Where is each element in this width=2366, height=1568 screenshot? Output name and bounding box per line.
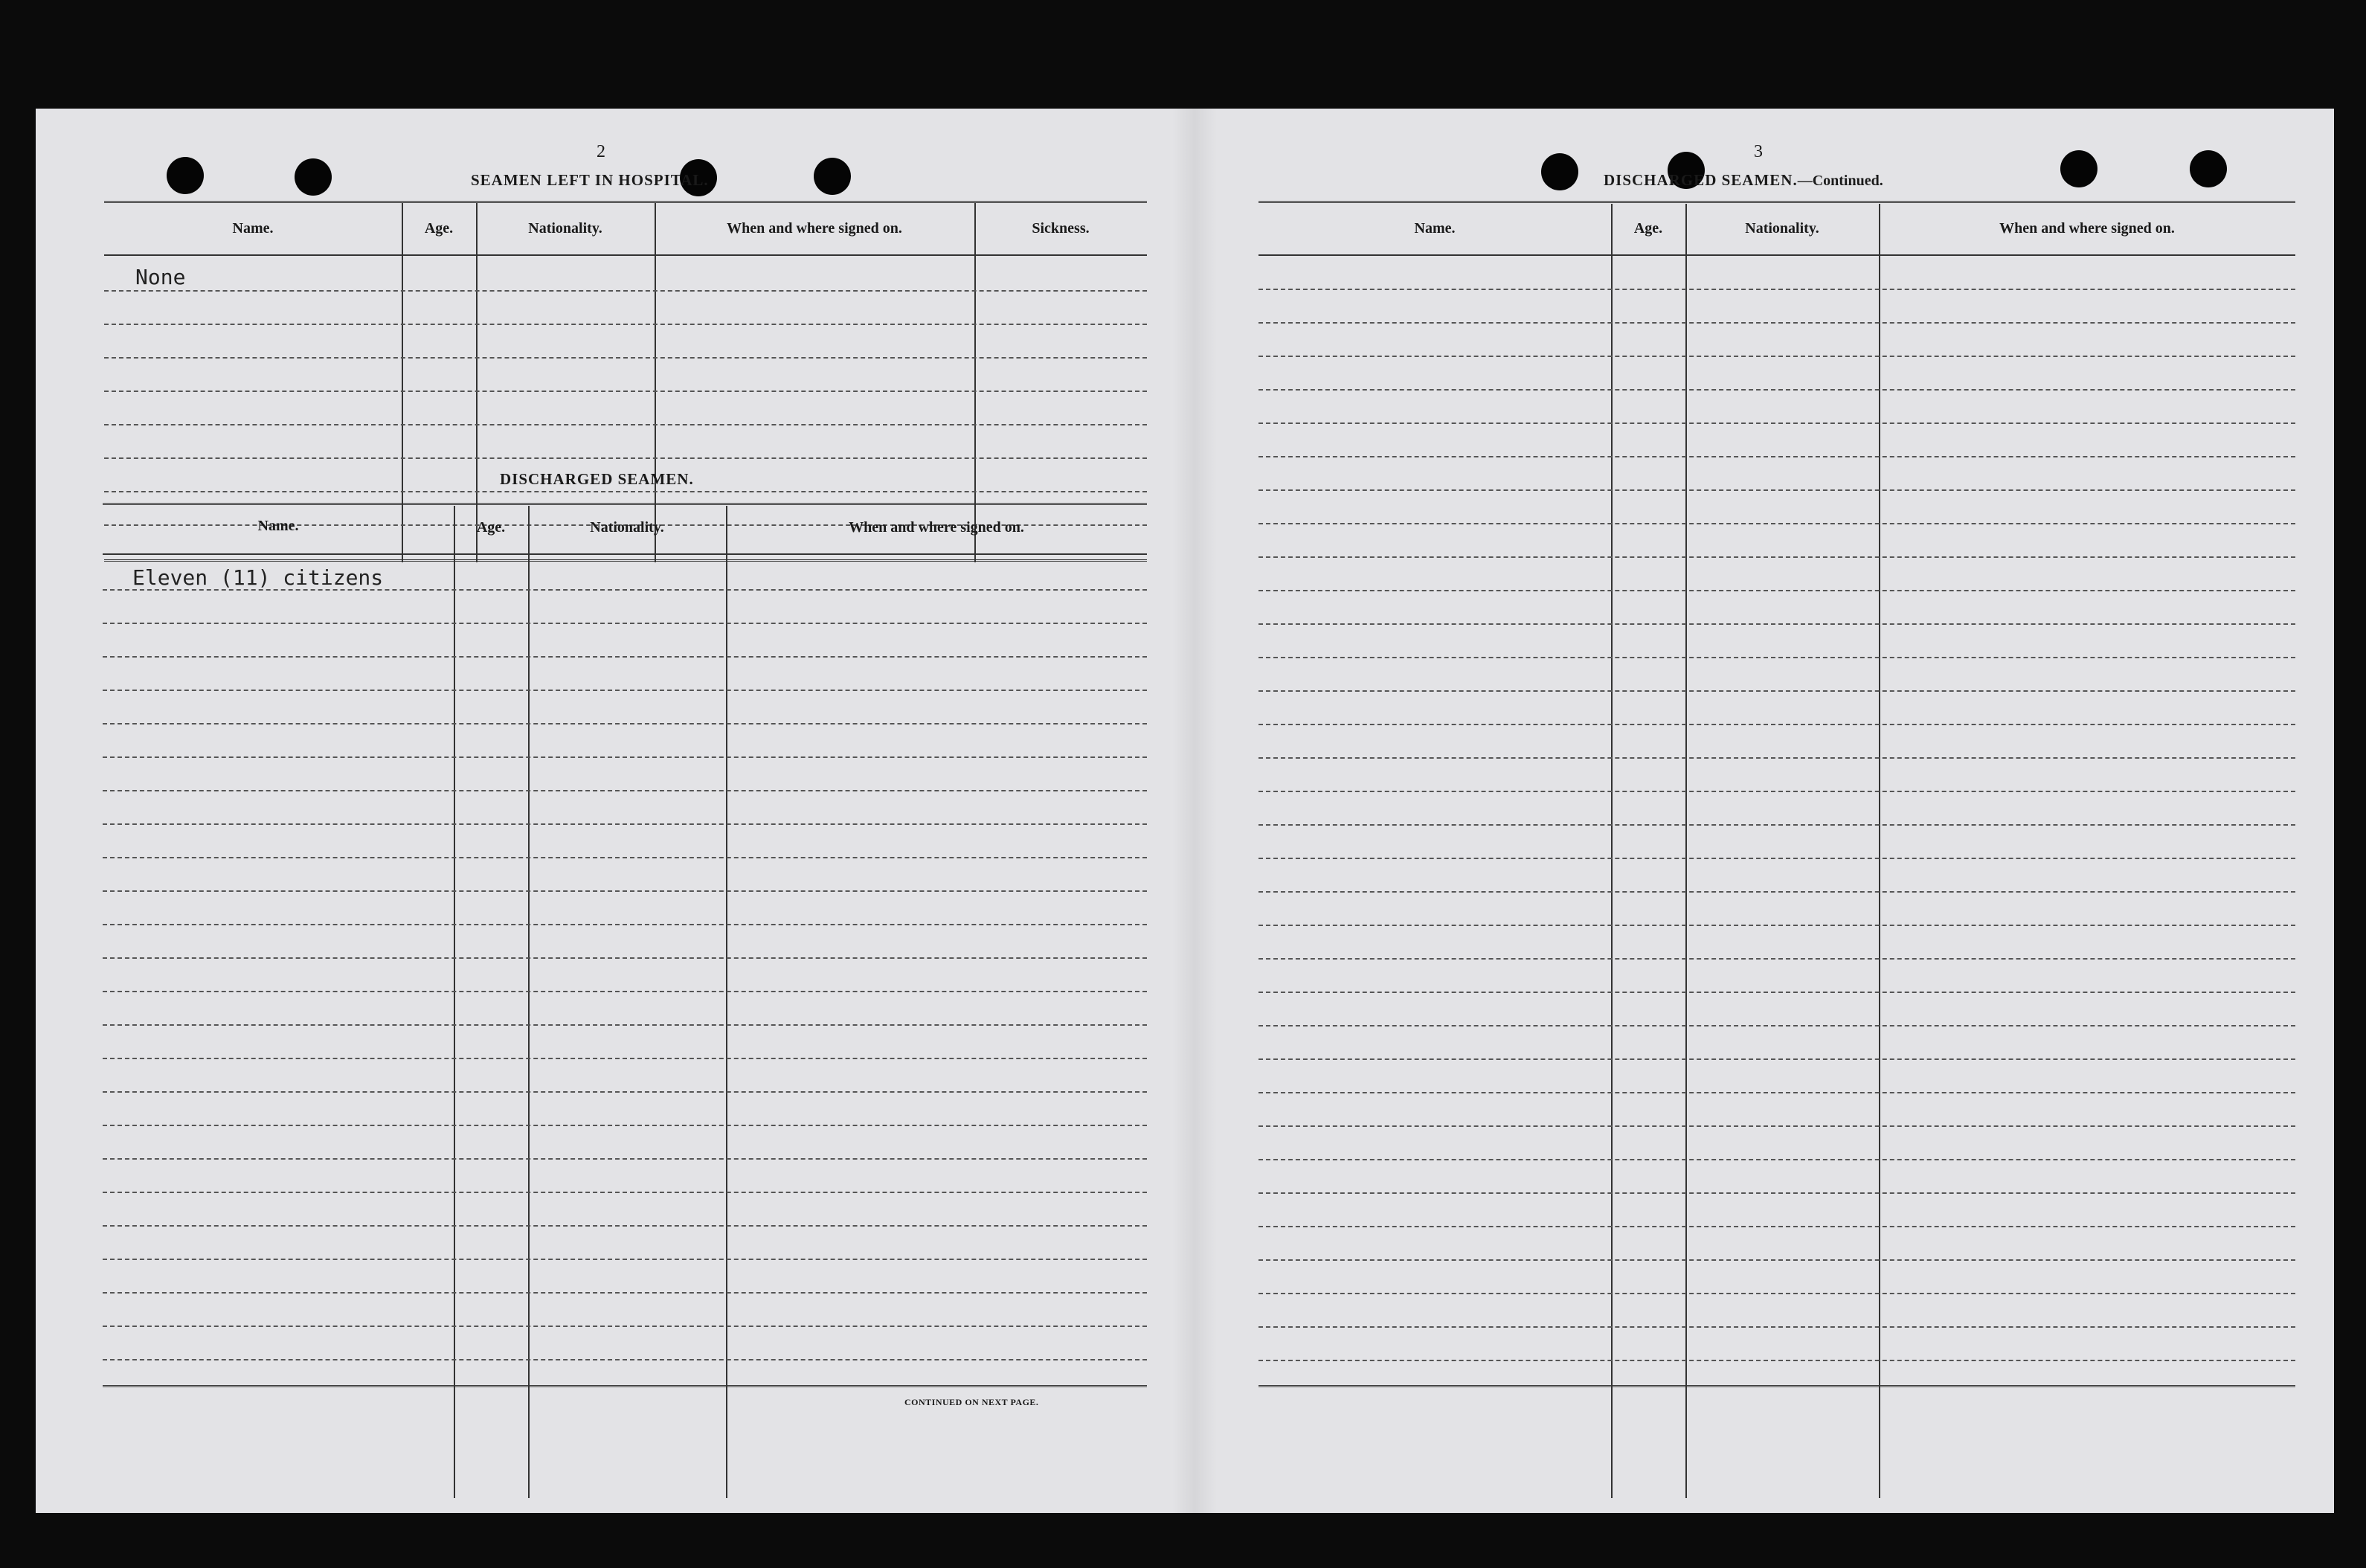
column-divider — [1879, 204, 1880, 1498]
ruled-row-line — [1258, 858, 2295, 859]
punch-hole — [2190, 150, 2227, 187]
ruled-row-line — [1258, 623, 2295, 625]
column-header-name: Name. — [232, 220, 274, 237]
ruled-row-line — [1258, 489, 2295, 491]
ruled-row-line — [1258, 992, 2295, 993]
ruled-row-line — [1258, 456, 2295, 457]
table-bottom-rule — [104, 559, 1147, 563]
ruled-row-line — [103, 924, 1147, 925]
ruled-row-line — [1258, 322, 2295, 324]
header-bottom-rule — [104, 254, 1147, 256]
ruled-row-line — [103, 823, 1147, 825]
ruled-row-line — [1258, 556, 2295, 558]
ruled-row-line — [103, 991, 1147, 992]
column-header-signed-on: When and where signed on. — [1999, 220, 2175, 237]
ruled-row-line — [1258, 690, 2295, 692]
column-header-signed-on: When and where signed on. — [849, 519, 1024, 536]
ruled-row-line — [103, 723, 1147, 724]
table-top-rule — [103, 503, 1147, 507]
page-number: 3 — [1754, 142, 1763, 161]
column-divider — [476, 202, 478, 562]
column-divider — [528, 506, 530, 1498]
ruled-row-line — [1258, 1192, 2295, 1194]
ruled-row-line — [104, 457, 1147, 459]
table-bottom-rule — [103, 1385, 1147, 1389]
ruled-row-line — [1258, 1226, 2295, 1227]
ruled-row-line — [103, 1158, 1147, 1160]
ruled-row-line — [103, 1192, 1147, 1193]
punch-hole — [295, 158, 332, 196]
ruled-row-line — [1258, 289, 2295, 290]
ruled-row-line — [103, 857, 1147, 858]
column-header-age: Age. — [1633, 220, 1663, 237]
ruled-row-line — [1258, 657, 2295, 658]
column-header-name: Name. — [257, 518, 299, 534]
ruled-row-line — [104, 424, 1147, 425]
column-header-nationality: Nationality. — [528, 220, 602, 237]
ruled-row-line — [1258, 1125, 2295, 1127]
ruled-row-line — [1258, 1092, 2295, 1093]
column-header-nationality: Nationality. — [1745, 220, 1819, 237]
column-divider — [402, 202, 403, 562]
ruled-row-line — [1258, 891, 2295, 893]
ruled-row-line — [103, 790, 1147, 791]
column-divider — [974, 202, 976, 562]
title-continued: —Continued. — [1797, 173, 1883, 189]
ruled-row-line — [103, 1225, 1147, 1227]
column-header-signed-on: When and where signed on. — [727, 220, 902, 237]
table-top-rule — [1258, 201, 2295, 205]
ruled-row-line — [103, 1326, 1147, 1327]
column-divider — [726, 506, 727, 1498]
ruled-row-line — [1258, 1293, 2295, 1294]
ruled-row-line — [103, 1359, 1147, 1360]
ruled-row-line — [103, 1292, 1147, 1294]
hospital-section-title: SEAMEN LEFT IN HOSPITAL. — [471, 171, 709, 189]
title-main: DISCHARGED SEAMEN. — [1604, 171, 1798, 189]
discharged-continued-title — [1604, 171, 1883, 190]
hospital-entry-text: None — [135, 265, 186, 289]
header-bottom-rule — [1258, 254, 2295, 256]
punch-hole — [167, 157, 204, 194]
ruled-row-line — [103, 1058, 1147, 1059]
column-divider — [454, 506, 455, 1498]
ruled-row-line — [1258, 590, 2295, 591]
column-divider — [655, 202, 656, 562]
ruled-row-line — [103, 1259, 1147, 1260]
column-header-name: Name. — [1414, 220, 1456, 237]
ruled-row-line — [103, 756, 1147, 758]
ruled-row-line — [1258, 422, 2295, 424]
ruled-row-line — [103, 623, 1147, 624]
ruled-row-line — [104, 324, 1147, 325]
ruled-row-line — [104, 357, 1147, 359]
continued-footer: CONTINUED ON NEXT PAGE. — [904, 1397, 1039, 1407]
ruled-row-line — [1258, 1326, 2295, 1328]
ruled-row-line — [1258, 1058, 2295, 1060]
document-sheet — [36, 109, 2334, 1513]
ruled-row-line — [104, 391, 1147, 392]
page-number: 2 — [597, 142, 605, 161]
ruled-row-line — [1258, 724, 2295, 725]
ruled-row-line — [1258, 1259, 2295, 1261]
discharged-entry-text: Eleven (11) citizens — [132, 565, 384, 590]
punch-hole — [1541, 153, 1578, 190]
ruled-row-line — [104, 290, 1147, 292]
ruled-row-line — [1258, 925, 2295, 926]
ruled-row-line — [103, 1024, 1147, 1026]
ruled-row-line — [103, 1091, 1147, 1093]
punch-hole — [814, 158, 851, 195]
ruled-row-line — [1258, 757, 2295, 759]
page-fold — [1172, 109, 1217, 1513]
ruled-row-line — [1258, 356, 2295, 357]
punch-hole — [2060, 150, 2097, 187]
ruled-row-line — [1258, 523, 2295, 524]
ruled-row-line — [103, 890, 1147, 892]
column-header-age: Age. — [476, 519, 506, 536]
discharged-section-title: DISCHARGED SEAMEN. — [500, 470, 694, 488]
ruled-row-line — [103, 690, 1147, 691]
ruled-row-line — [103, 1125, 1147, 1126]
ruled-row-line — [1258, 1025, 2295, 1026]
column-divider — [1685, 204, 1687, 1498]
ruled-row-line — [1258, 824, 2295, 826]
ruled-row-line — [1258, 958, 2295, 960]
ruled-row-line — [1258, 1360, 2295, 1361]
ruled-row-line — [1258, 791, 2295, 792]
table-top-rule — [104, 201, 1147, 205]
ruled-row-line — [103, 957, 1147, 959]
column-header-age: Age. — [424, 220, 454, 237]
ruled-row-line — [104, 491, 1147, 492]
table-bottom-rule — [1258, 1385, 2295, 1389]
ruled-row-line — [1258, 1159, 2295, 1160]
column-header-sickness: Sickness. — [1032, 220, 1090, 237]
column-divider — [1611, 204, 1613, 1498]
column-header-nationality: Nationality. — [590, 519, 664, 536]
ruled-row-line — [1258, 389, 2295, 391]
ruled-row-line — [103, 656, 1147, 658]
header-bottom-rule — [103, 553, 1147, 555]
